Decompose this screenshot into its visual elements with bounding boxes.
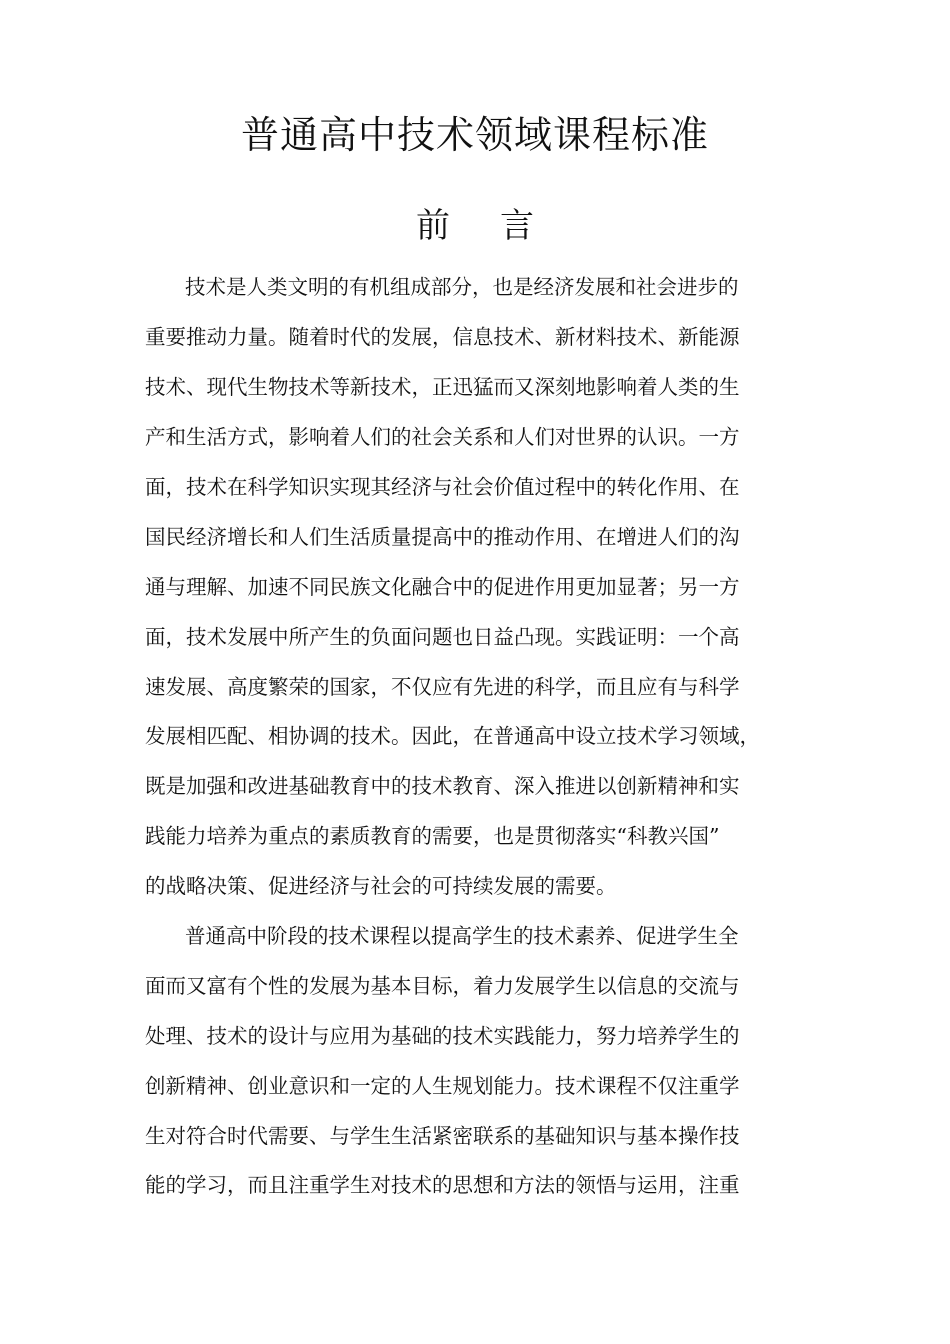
- body-text-line: 技术、现代生物技术等新技术，正迅猛而又深刻地影响着人类的生: [145, 375, 740, 399]
- body-text-line: 发展相匹配、相协调的技术。因此，在普通高中设立技术学习领域，: [145, 724, 760, 748]
- body-text-line: 国民经济增长和人们生活质量提高中的推动作用、在增进人们的沟: [145, 525, 740, 549]
- body-text-line: 面而又富有个性的发展为基本目标，着力发展学生以信息的交流与: [145, 974, 740, 998]
- body-text-line: 面，技术发展中所产生的负面问题也日益凸现。实践证明：一个高: [145, 625, 740, 649]
- body-text-line: 既是加强和改进基础教育中的技术教育、深入推进以创新精神和实: [145, 774, 740, 798]
- section-heading-char-2: 言: [500, 206, 534, 246]
- document-title: 普通高中技术领域课程标准: [240, 113, 709, 157]
- body-text-line: 能的学习，而且注重学生对技术的思想和方法的领悟与运用，注重: [145, 1173, 740, 1197]
- body-text-line: 产和生活方式，影响着人们的社会关系和人们对世界的认识。一方: [145, 425, 740, 449]
- body-text-line: 生对符合时代需要、与学生生活紧密联系的基础知识与基本操作技: [145, 1124, 740, 1148]
- body-text-line: 技术是人类文明的有机组成部分，也是经济发展和社会进步的: [185, 275, 739, 299]
- body-text-line: 普通高中阶段的技术课程以提高学生的技术素养、促进学生全: [185, 924, 739, 948]
- section-heading-char-1: 前: [416, 206, 450, 246]
- body-text-line: 速发展、高度繁荣的国家，不仅应有先进的科学，而且应有与科学: [145, 675, 740, 699]
- body-text-line: 重要推动力量。随着时代的发展，信息技术、新材料技术、新能源: [145, 325, 740, 349]
- body-text-line: 面，技术在科学知识实现其经济与社会价值过程中的转化作用、在: [145, 475, 740, 499]
- body-text-line: 创新精神、创业意识和一定的人生规划能力。技术课程不仅注重学: [145, 1074, 740, 1098]
- body-text-line: 通与理解、加速不同民族文化融合中的促进作用更加显著；另一方: [145, 575, 740, 599]
- body-text-line: 的战略决策、促进经济与社会的可持续发展的需要。: [145, 874, 617, 898]
- body-text-line: 践能力培养为重点的素质教育的需要，也是贯彻落实“科教兴国”: [145, 824, 720, 848]
- body-text-line: 处理、技术的设计与应用为基础的技术实践能力，努力培养学生的: [145, 1024, 740, 1048]
- section-heading-preface: [0, 203, 950, 249]
